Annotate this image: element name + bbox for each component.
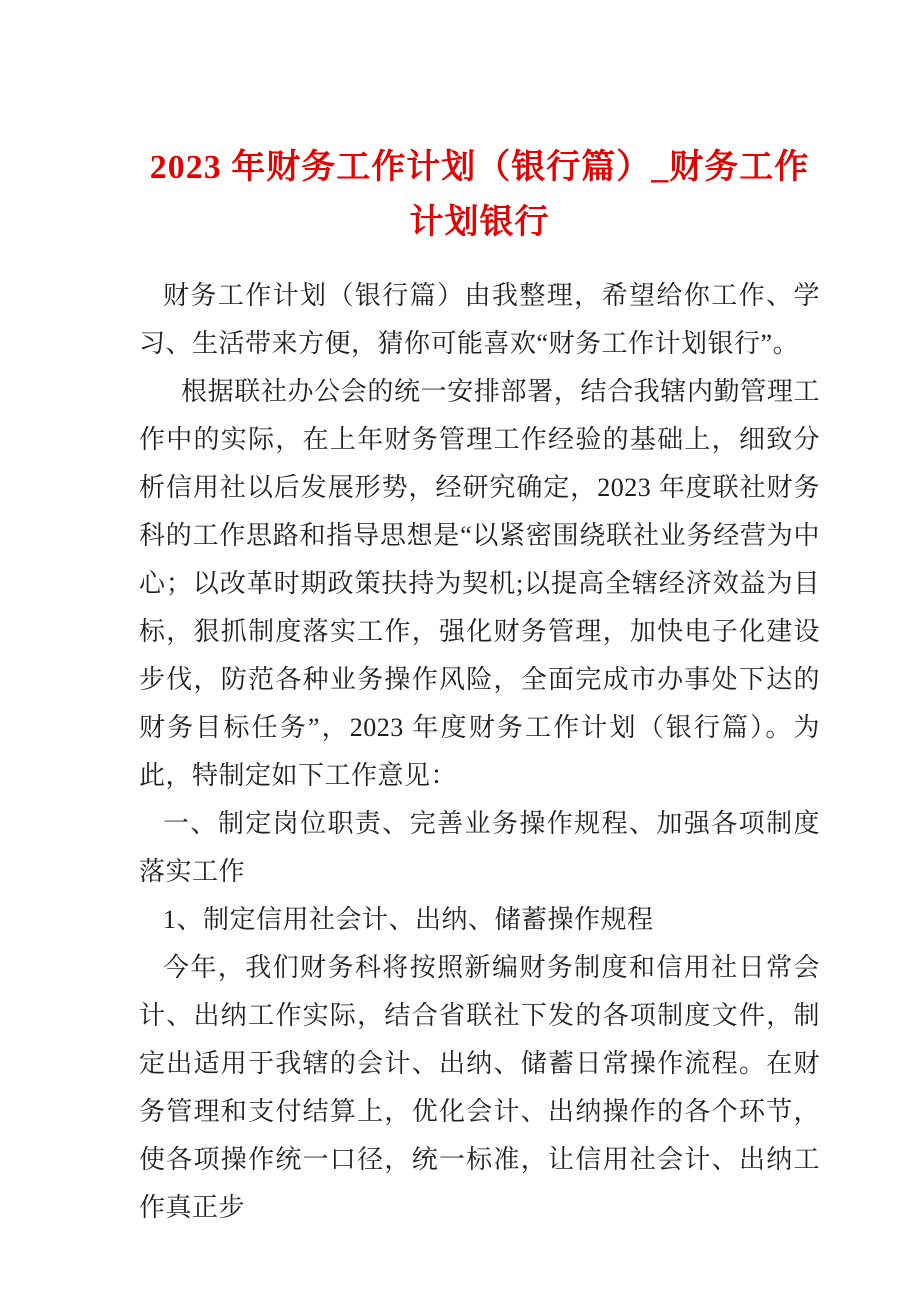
document-title xyxy=(139,140,820,250)
title-line-2: 计划银行 xyxy=(409,204,550,241)
document-body xyxy=(139,272,820,1232)
paragraph-item-1-detail: 今年，我们财务科将按照新编财务制度和信用社日常会计、出纳工作实际，结合省联社下发的各项制度文件，制定出适用于我辖的会计、出纳、储蓄日常操作流程。在财务管理和支付结算上，优化会计、出纳操作的各个环节，使各项操作统一口径，统一标准，让信用社会计、出纳工作真正步 xyxy=(139,953,820,1222)
title-line-1: 2023 年财务工作计划（银行篇）_财务工作 xyxy=(149,149,810,186)
paragraph-item-1-heading: 1、制定信用社会计、出纳、储蓄操作规程 xyxy=(163,905,654,934)
paragraph-intro: 财务工作计划（银行篇）由我整理，希望给你工作、学习、生活带来方便，猜你可能喜欢“财务工作计划银行”。 xyxy=(139,281,820,358)
paragraph-guiding-principles: 根据联社办公会的统一安排部署，结合我辖内勤管理工作中的实际，在上年财务管理工作经验的基础上，细致分析信用社以后发展形势，经研究确定，2023 年度联社财务科的工作思路和指导思想是“以紧密围绕联社业务经营为中心；以改革时期政策扶持为契机;以提高全辖经济效益为目标，狠抓制度落实工作，强化财务管理，加快电子化建设步伐，防范各种业务操作风险，全面完成市办事处下达的财务目标任务”，2023 年度财务工作计划（银行篇）。为此，特制定如下工作意见： xyxy=(139,377,820,790)
paragraph-section-1-heading: 一、制定岗位职责、完善业务操作规程、加强各项制度落实工作 xyxy=(139,809,820,886)
